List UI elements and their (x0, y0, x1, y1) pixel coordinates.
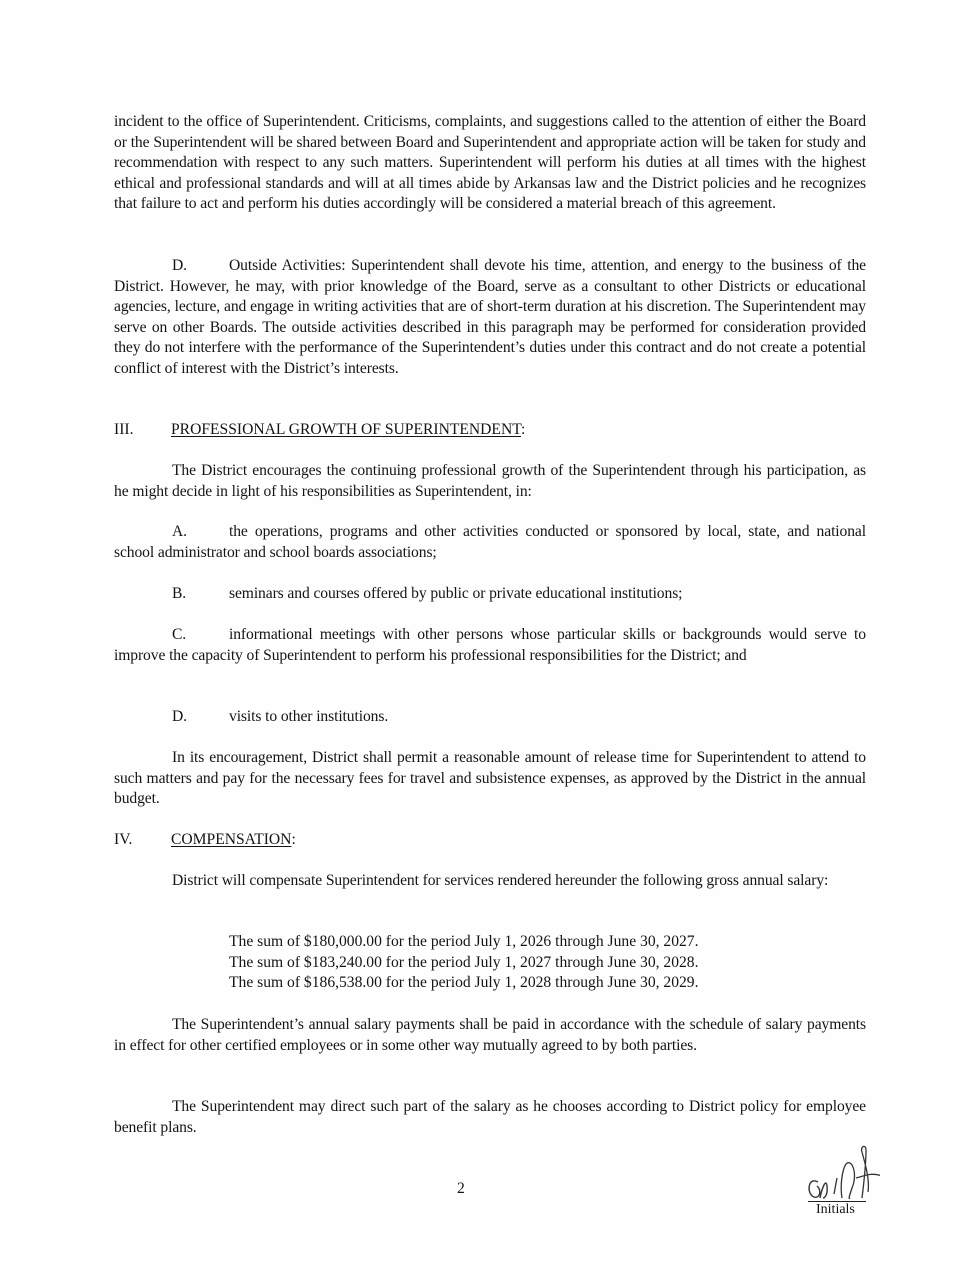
list-item: D. visits to other institutions. (114, 707, 866, 728)
paragraph-growth-closing: In its encouragement, District shall permit a reasonable amount of release time for Superintendent to attend to such matters and pay for the necessary fees for travel and subsistence expenses, as approved by the District in the annual budget. (114, 749, 866, 808)
paragraph-benefit-plans: The Superintendent may direct such part of the salary as he chooses according to District policy for employee benefit plans. (114, 1098, 866, 1136)
section-heading-iii: III. PROFESSIONAL GROWTH OF SUPERINTENDENT: (114, 420, 525, 441)
list-item: A. the operations, programs and other activities conducted or sponsored by local, state, and national school administrator and school boards associations; (114, 523, 866, 561)
paragraph-growth-intro: The District encourages the continuing professional growth of the Superintendent through his participation, as he might decide in light of his responsibilities as Superintendent, in: (114, 462, 866, 500)
section-title: COMPENSATION (171, 831, 292, 848)
paragraph-intro: incident to the office of Superintendent. Criticisms, complaints, and suggestions called to the attention of either the Board or the Superintendent will be shared between Board and Superintendent and appropriate action will be taken for study and recommendation with respect to any such matters. Superintendent will perform his duties at all times with the highest ethical and professional standards and will at all times abide by Arkansas law and the District policies and he recognizes that failure to act and perform his duties accordingly will be considered a material breach of this agreement. (114, 113, 866, 213)
paragraph-salary-payments: The Superintendent’s annual salary payments shall be paid in accordance with the schedule of salary payments in effect for other certified employees or in some other way mutually agreed to by both parties. (114, 1016, 866, 1054)
list-item: B. seminars and courses offered by public or private educational institutions; (114, 584, 866, 605)
initials-label: Initials (816, 1202, 855, 1217)
paragraph-compensation-intro: District will compensate Superintendent for services rendered hereunder the following gross annual salary: (172, 872, 829, 889)
initials-block (800, 1142, 880, 1222)
paragraph-outside-activities: D. Outside Activities: Superintendent shall devote his time, attention, and energy to the business of the District. However, he may, with prior knowledge of the Board, serve as a consultant to other Districts or educational agencies, lecture, and engage in writing activities that are of short-term duration at his discretion. The Superintendent may serve on other Boards. The outside activities described in this paragraph may be performed for consideration provided they do not interfere with the performance of the Superintendent’s duties under this contract and do not create a potential conflict of interest with the District’s interests. (114, 257, 866, 377)
item-label: D. (172, 257, 187, 274)
section-title: PROFESSIONAL GROWTH OF SUPERINTENDENT (171, 421, 521, 438)
section-number: III. (114, 421, 134, 438)
list-item: C. informational meetings with other persons whose particular skills or backgrounds would serve to improve the capacity of Superintendent to perform his professional responsibilities for the District; and (114, 626, 866, 664)
section-heading-iv: IV. COMPENSATION: (114, 830, 296, 851)
salary-line: The sum of $180,000.00 for the period July 1, 2026 through June 30, 2027. (229, 933, 699, 950)
initials-signature-icon (800, 1142, 880, 1204)
item-label: A. (172, 523, 187, 540)
salary-line: The sum of $186,538.00 for the period July 1, 2028 through June 30, 2029. (229, 974, 699, 991)
page-number: 2 (457, 1180, 465, 1197)
item-label: C. (172, 626, 187, 643)
item-label: D. (172, 708, 187, 725)
salary-line: The sum of $183,240.00 for the period July 1, 2027 through June 30, 2028. (229, 954, 699, 971)
section-number: IV. (114, 831, 133, 848)
item-label: B. (172, 585, 187, 602)
